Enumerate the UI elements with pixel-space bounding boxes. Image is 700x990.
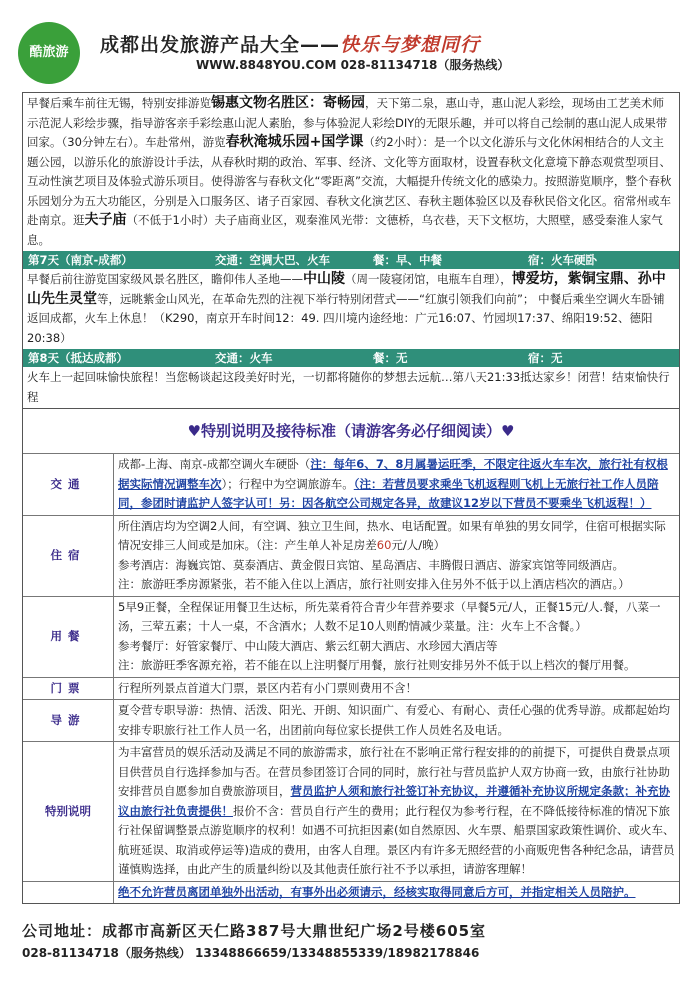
header-slogan: 快乐与梦想同行 (340, 34, 481, 56)
day8-stay: 宿：无 (528, 351, 563, 365)
intro-text-2: ，天下第二泉，惠山寺，惠山泥人彩绘，现场由工艺美术师示范泥人彩绘步骤，指导游客亲手彩绘惠山泥人素胎，参与体验泥人彩绘DIY的无限乐趣，并可以将自己绘制的惠山泥人成果带回家。（30分钟左右）。车赴常州，游览 (27, 96, 668, 149)
day7-text-3: 等，远眺紫金山风光，在革命先烈的注视下举行特别闭营式——“红旗引领我们向前”； 中餐后乘坐空调火车卧铺返回成都，火车上休息！（K290，南京开车时间12：49. 四川境内途经地：广元16:07、竹园坝17:37、绵阳19:52、德阳20:38） (27, 291, 665, 345)
day8-description: 火车上一起回味愉快旅程！当您畅谈起这段美好时光，一切都将随你的梦想去远航…第八天21:33抵达家乡！闭营！结束愉快行程 (27, 370, 670, 404)
intro-highlight-1: 锡惠文物名胜区：寄畅园 (211, 95, 365, 111)
intro-text-3: （约2小时）：是一个以文化游乐与文化休闲相结合的人文主题公园，以游乐化的旅游设计手法，从春秋时期的政治、军事、经济、文化等方面取材，设置春秋文化意境下静态观赏型项目、互动性演艺项目及体验式游乐项目。使得游客与春秋文化“零距离”交流，大幅提升传统文化的感染力。按照游览顺序，整个春秋乐园划分为五大功能区，分别是入口服务区、诸子百家园、春秋文化演艺区、春秋主题体验区以及春秋民俗文化区。宿常州或车赴南京。逛 (27, 135, 672, 227)
stay-price: 60 (376, 538, 392, 552)
stay-reference: 参考酒店：海巍宾馆、莫泰酒店、黄金假日宾馆、星岛酒店、丰腾假日酒店、游家宾馆等同级酒店。 (118, 557, 624, 572)
intro-highlight-2: 春秋淹城乐园+国学课 (225, 134, 364, 150)
intro-text-1: 早餐后乘车前往无锡，特别安排游览 (27, 96, 211, 110)
special-notes-title: ♥特别说明及接待标准（请游客务必仔细阅读）♥ (23, 408, 679, 453)
standards-table (23, 453, 679, 903)
traffic-note-1: 注：每年6、7、8月属暑运旺季，不限定往返火车车次，旅行社有权根据实际情况调整车次 (118, 457, 668, 491)
stay-text-1: 所住酒店均为空调2人间，有空调、独立卫生间，热水、电话配置。如果有单独的男女同学，住宿可根据实际情况安排三人间或是加床。（注：产生单人补足房差 (118, 518, 666, 552)
day8-transport: 交通：火车 (215, 351, 273, 365)
traffic-text-1: 成都-上海、南京-成都空调火车硬卧（ (118, 457, 311, 471)
row-label-notes: 特别说明 (23, 742, 114, 882)
day7-description (23, 269, 679, 349)
day7-highlight-2: 博爱坊，紫铜宝鼎、孙中山先生灵堂 (27, 271, 666, 307)
page-header (0, 0, 700, 92)
table-row (23, 596, 679, 677)
row-label-ticket: 门票 (23, 677, 114, 700)
table-row (23, 515, 679, 596)
row-value-meal (114, 596, 680, 677)
meal-text: 5早9正餐，全程保证用餐卫生达标，所先菜肴符合青少年营养要求（早餐5元/人，正餐15元/人.餐，八菜一汤，三荤五素；十人一桌，不含酒水；人数不足10人则酌情减少菜量。注：火车上不含餐。） (118, 599, 661, 633)
row-label-stay: 住宿 (23, 515, 114, 596)
day7-title: 第7天（南京-成都） (28, 253, 133, 267)
day7-meals: 餐：早、中餐 (373, 253, 442, 267)
header-title (100, 30, 480, 57)
row-value-notes (114, 742, 680, 882)
day7-transport: 交通：空调大巴、火车 (215, 253, 330, 267)
row-value-warning (114, 881, 680, 903)
row-value-stay (114, 515, 680, 596)
row-value-ticket: 行程所列景点首道大门票，景区内若有小门票则费用不含！ (114, 677, 680, 700)
day7-bar (23, 251, 679, 269)
row-value-guide: 夏令营专职导游：热情、活泼、阳光、开朗、知识面广、有爱心、有耐心、责任心强的优秀导游。成都起始均安排专职旅行社工作人员一名，出团前向每位家长提供工作人员姓名及电话。 (114, 700, 680, 742)
day8-bar (23, 349, 679, 367)
day7-text-2: （周一陵寝闭馆，电瓶车自理）， (345, 272, 512, 286)
row-label-empty (23, 881, 114, 903)
day8-title: 第8天（抵达成都） (28, 351, 129, 365)
table-row (23, 881, 679, 903)
row-label-meal: 用餐 (23, 596, 114, 677)
table-row (23, 700, 679, 742)
day6-description (23, 93, 679, 251)
notes-agreement: 营员监护人须和旅行社签订补充协议，并遵循补充协议所规定条款；补充协议由旅行社负责提供！ (118, 784, 670, 818)
traffic-text-2: ）；行程中为空调旅游车。 (221, 476, 354, 491)
traffic-note-2: （注：若营员要求乘坐飞机返程则飞机上无旅行社工作人员陪同，参团时请监护人签字认可！另：因各航空公司规定各异，故建议12岁以下营员不要乘坐飞机返程！） (118, 476, 659, 510)
table-row (23, 742, 679, 882)
row-label-guide: 导游 (23, 700, 114, 742)
warning-text: 绝不允许营员离团单独外出活动，有事外出必须请示，经核实取得同意后方可，并指定相关人员陪护。 (118, 884, 636, 899)
intro-highlight-3: 夫子庙 (84, 212, 127, 228)
table-row (23, 677, 679, 700)
itinerary-sheet (22, 92, 680, 904)
table-row (23, 454, 679, 516)
intro-text-4: （不低于1小时）夫子庙商业区，观秦淮风光带：文德桥，乌衣巷，天下文枢坊，大照壁，感受秦淮人家气息。 (27, 213, 663, 247)
day7-stay: 宿：火车硬卧 (528, 253, 597, 267)
day7-text-1: 早餐后前往游览国家级风景名胜区，瞻仰伟人圣地—— (27, 272, 303, 286)
company-address: 公司地址：成都市高新区天仁路387号大鼎世纪广场2号楼605室 (22, 922, 487, 940)
company-logo: 酷旅游 (18, 22, 80, 84)
stay-note: 注：旅游旺季房源紧张，若不能入住以上酒店，旅行社则安排入住另外不低于以上酒店档次的酒店。） (118, 577, 630, 591)
row-label-traffic: 交通 (23, 454, 114, 516)
notes-text-1: 为丰富营员的娱乐活动及满足不同的旅游需求，旅行社在不影响正常行程安排的的前提下，可提供自费景点项目供营员自行选择参加与否。在营员参团签订合同的同时，旅行社与营员监护人双方协商一致，由旅行社协助安排营员自愿参加自费旅游项目， (118, 745, 670, 798)
notes-text-2: 报价不含：营员自行产生的费用；此行程仅为参考行程，在不降低接待标准的情况下旅行社保留调整景点游览顺序的权利！如遇不可抗拒因素(如自然原因、火车票、船票国家政策性调价、或火车、航班延误、取消或停运等)造成的费用，由客人自理。景区内有许多无照经营的小商贩兜售各种纪念品，请营员谨慎购选择，由此产生的质量纠纷以及其他责任旅行社不予以承担，请游客理解！ (118, 803, 675, 876)
meal-note: 注：旅游旺季客源充裕，若不能在以上注明餐厅用餐，旅行社则安排另外不低于以上档次的餐厅用餐。 (118, 658, 636, 672)
day8-meals: 餐：无 (373, 351, 408, 365)
company-phones: 028-81134718（服务热线） 13348866659/13348855339/18982178846 (22, 946, 480, 960)
header-contact: WWW.8848YOU.COM 028-81134718（服务热线） (196, 58, 510, 72)
meal-reference: 参考餐厅：好管家餐厅、中山陵大酒店、紫云红朝大酒店、水珍园大酒店等 (118, 638, 498, 653)
row-value-traffic (114, 454, 680, 516)
stay-text-2: 元/人/晚） (391, 538, 446, 552)
header-title-main: 成都出发旅游产品大全—— (100, 34, 341, 56)
day7-highlight-1: 中山陵 (303, 271, 345, 287)
